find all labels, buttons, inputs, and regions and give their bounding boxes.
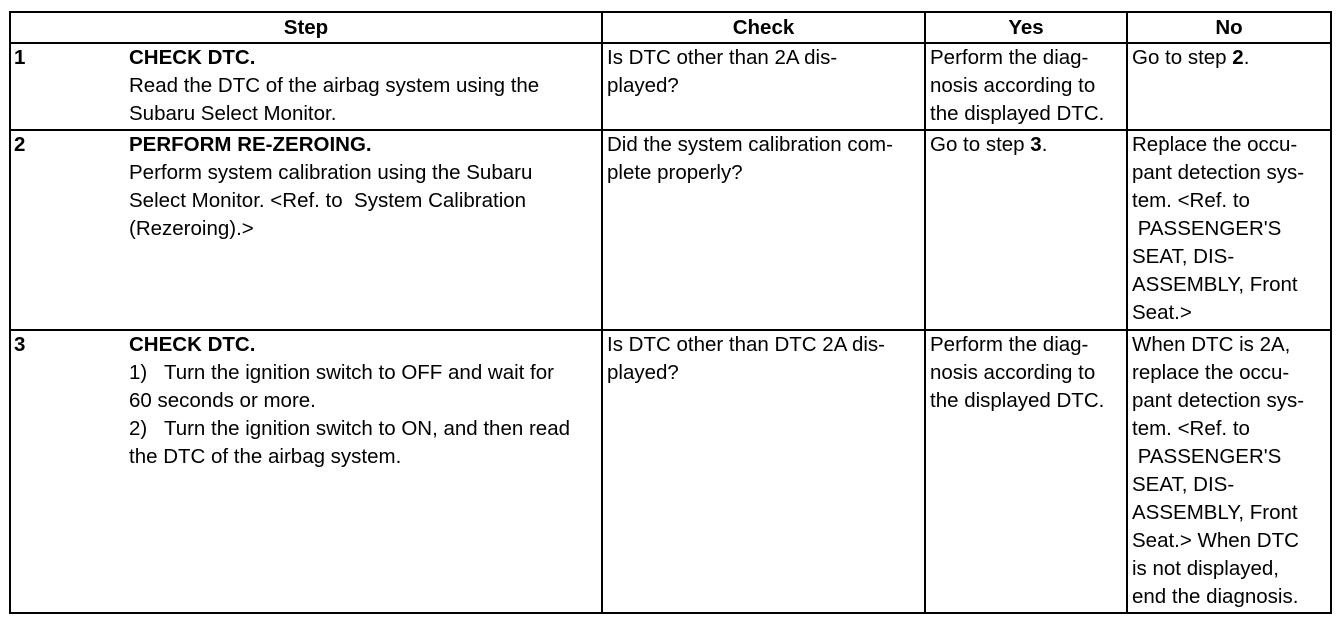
yes-text-line: nosis according to (930, 74, 1096, 97)
check-text-line: played? (607, 361, 679, 384)
header-step: Step (10, 12, 602, 43)
step-text-line: Perform system calibration using the Subaru (129, 161, 533, 184)
step-text-line: Select Monitor. <Ref. to System Calibration (129, 189, 527, 212)
no-text-line: SEAT, DIS- (1132, 473, 1235, 496)
no-text-line: tem. <Ref. to (1132, 189, 1250, 212)
yes-text-line: the displayed DTC. (930, 389, 1105, 412)
no-prefix: Go to step (1132, 46, 1233, 69)
step-cell (10, 130, 602, 330)
step-body (129, 331, 597, 471)
yes-suffix: . (1041, 133, 1048, 156)
step-body (129, 44, 597, 128)
check-cell (602, 130, 925, 330)
diagnostic-procedure-table (9, 11, 1332, 614)
check-text-line: played? (607, 74, 679, 97)
table-row-step-1 (10, 43, 1331, 130)
step-text-line: 2) Turn the ignition switch to ON, and then read (129, 417, 570, 440)
yes-text-line: Perform the diag- (930, 46, 1089, 69)
step-text-line: 1) Turn the ignition switch to OFF and wait for (129, 361, 554, 384)
no-text-line: end the diagnosis. (1132, 585, 1299, 608)
table-header-row (10, 12, 1331, 43)
check-cell (602, 43, 925, 130)
no-suffix: . (1243, 46, 1250, 69)
no-cell (1127, 43, 1331, 130)
step-title: CHECK DTC. (129, 333, 256, 356)
yes-prefix: Go to step (930, 133, 1031, 156)
yes-text-line: nosis according to (930, 361, 1096, 384)
step-number: 3 (14, 333, 26, 356)
no-text-line: SEAT, DIS- (1132, 245, 1235, 268)
yes-step-ref: 3 (1030, 133, 1042, 156)
no-text-line: pant detection sys- (1132, 161, 1305, 184)
no-text-line: PASSENGER'S (1132, 445, 1282, 468)
yes-cell (925, 330, 1127, 613)
table-row-step-3 (10, 330, 1331, 613)
yes-text-line (930, 131, 1122, 159)
diagnostic-table-container (9, 11, 1329, 614)
no-step-ref: 2 (1232, 46, 1244, 69)
no-text-line: replace the occu- (1132, 361, 1290, 384)
no-text-line: Replace the occu- (1132, 133, 1298, 156)
table-row-step-2 (10, 130, 1331, 330)
step-text-line: Subaru Select Monitor. (129, 102, 337, 125)
step-body (129, 131, 597, 243)
step-text-line: the DTC of the airbag system. (129, 445, 402, 468)
no-text-line: Seat.> When DTC (1132, 529, 1299, 552)
check-text-line: Is DTC other than 2A dis- (607, 46, 838, 69)
header-check: Check (602, 12, 925, 43)
yes-text-line: Perform the diag- (930, 333, 1089, 356)
no-cell (1127, 330, 1331, 613)
yes-cell (925, 43, 1127, 130)
no-cell (1127, 130, 1331, 330)
no-text-line: ASSEMBLY, Front (1132, 273, 1298, 296)
no-text-line: Seat.> (1132, 301, 1192, 324)
header-no: No (1127, 12, 1331, 43)
header-yes: Yes (925, 12, 1127, 43)
check-text-line: Is DTC other than DTC 2A dis- (607, 333, 885, 356)
step-number: 2 (14, 133, 26, 156)
step-text-line: (Rezeroing).> (129, 217, 254, 240)
no-text-line: tem. <Ref. to (1132, 417, 1250, 440)
check-cell (602, 330, 925, 613)
step-number: 1 (14, 46, 26, 69)
check-text-line: Did the system calibration com- (607, 133, 893, 156)
step-title: PERFORM RE-ZEROING. (129, 133, 372, 156)
no-text-line: is not displayed, (1132, 557, 1280, 580)
step-text-line: Read the DTC of the airbag system using the (129, 74, 540, 97)
yes-text-line: the displayed DTC. (930, 102, 1105, 125)
no-text-line: pant detection sys- (1132, 389, 1305, 412)
step-cell (10, 43, 602, 130)
no-text-line: When DTC is 2A, (1132, 333, 1291, 356)
no-text-line: PASSENGER'S (1132, 217, 1282, 240)
yes-cell (925, 130, 1127, 330)
step-cell (10, 330, 602, 613)
no-text-line (1132, 44, 1326, 72)
no-text-line: ASSEMBLY, Front (1132, 501, 1298, 524)
check-text-line: plete properly? (607, 161, 743, 184)
step-title: CHECK DTC. (129, 46, 256, 69)
step-text-line: 60 seconds or more. (129, 389, 316, 412)
